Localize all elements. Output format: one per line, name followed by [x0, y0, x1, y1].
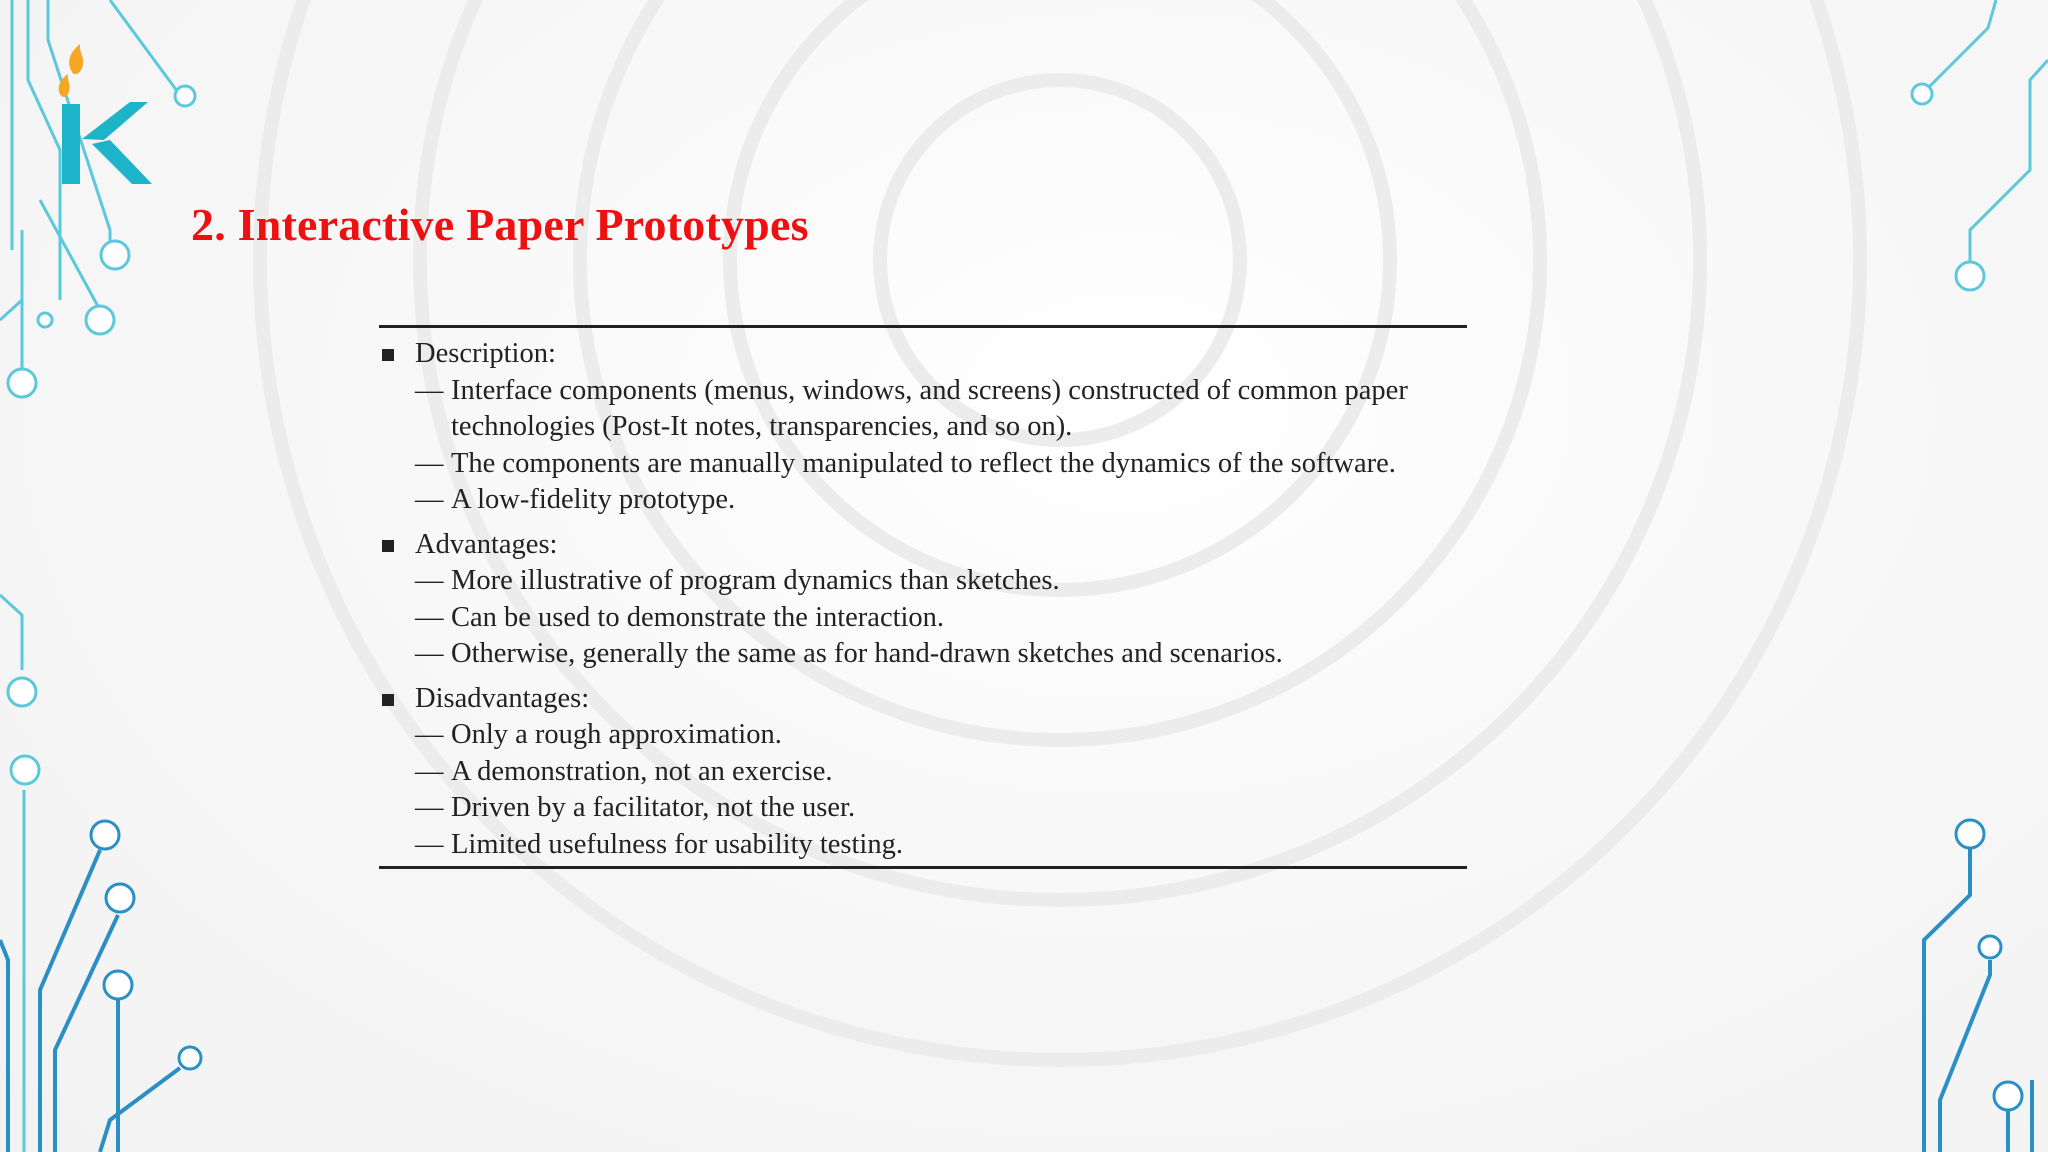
list-item-text: Otherwise, generally the same as for hand-drawn sketches and scenarios. [451, 638, 1283, 669]
section-heading-text: Advantages: [415, 528, 558, 560]
em-dash: — [415, 447, 444, 479]
content-box [379, 325, 1467, 869]
section-heading-text: Disadvantages: [415, 682, 590, 714]
list-item [379, 600, 1467, 637]
em-dash: — [415, 755, 444, 787]
em-dash: — [415, 601, 444, 633]
em-dash: — [415, 719, 444, 750]
square-bullet-icon [382, 540, 394, 552]
list-item [379, 754, 1467, 791]
list-item-text: Limited usefulness for usability testing. [451, 828, 903, 860]
slide-title: 2. Interactive Paper Prototypes [191, 199, 809, 250]
list-item-text: More illustrative of program dynamics than sketches. [451, 565, 1060, 596]
em-dash: — [415, 638, 444, 669]
list-item [379, 482, 1467, 519]
list-item [379, 790, 1467, 827]
k-flame-logo-icon [52, 44, 152, 189]
list-item [379, 827, 1467, 864]
section-disadvantages [379, 681, 1467, 864]
section-heading [379, 527, 1467, 564]
sub-list [379, 717, 1467, 863]
section-heading [379, 336, 1467, 373]
right-circuit-decoration [1880, 0, 2048, 1152]
list-item [379, 446, 1467, 483]
list-item-text: Interface components (menus, windows, and screens) constructed of common paper technologies (Post-It notes, transparencies, and so on). [451, 374, 1408, 442]
section-advantages [379, 527, 1467, 673]
section-heading-text: Description: [415, 338, 556, 369]
em-dash: — [415, 828, 444, 860]
list-item [379, 717, 1467, 754]
list-item-text: Only a rough approximation. [451, 719, 782, 750]
list-item-text: A demonstration, not an exercise. [451, 755, 833, 787]
em-dash: — [415, 792, 444, 823]
section-heading [379, 681, 1467, 718]
list-item-text: The components are manually manipulated to reflect the dynamics of the software. [451, 447, 1396, 479]
sub-list [379, 373, 1467, 519]
sub-list [379, 563, 1467, 673]
section-description [379, 336, 1467, 519]
list-item [379, 636, 1467, 673]
list-item [379, 563, 1467, 600]
list-item-text: Can be used to demonstrate the interaction. [451, 601, 945, 633]
list-item-text: A low-fidelity prototype. [451, 484, 736, 515]
em-dash: — [415, 374, 444, 406]
list-item-text: Driven by a facilitator, not the user. [451, 792, 856, 823]
square-bullet-icon [382, 349, 394, 361]
em-dash: — [415, 484, 444, 515]
em-dash: — [415, 565, 444, 596]
square-bullet-icon [382, 694, 394, 706]
list-item [379, 373, 1467, 446]
